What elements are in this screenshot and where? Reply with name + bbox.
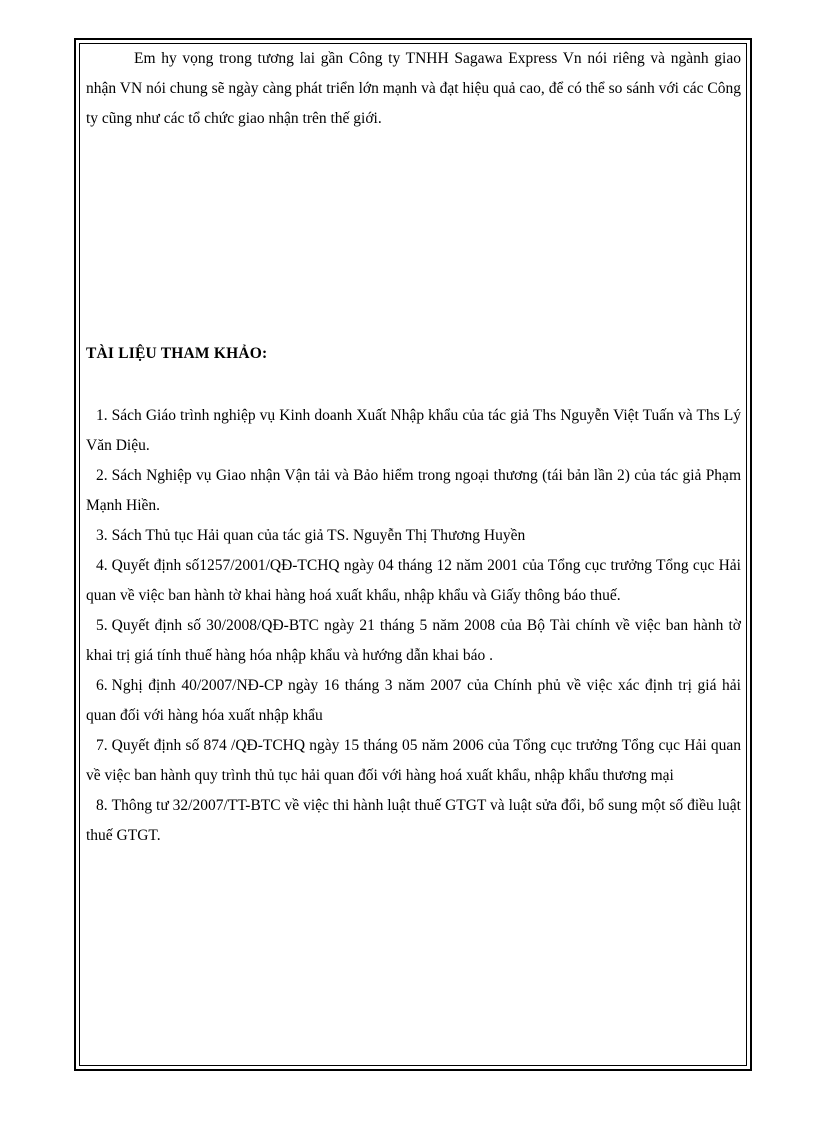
reference-number: 8. <box>96 797 108 814</box>
reference-item <box>86 671 741 731</box>
reference-item <box>86 401 741 461</box>
reference-text: Quyết định số 874 /QĐ-TCHQ ngày 15 tháng 05 năm 2006 của Tổng cục trưởng Tổng cục Hải quan về việc ban hành quy trình thủ tục hải quan đối với hàng hoá xuất khẩu, nhập khẩu thương mại <box>86 737 741 784</box>
reference-text: Thông tư 32/2007/TT-BTC về việc thi hành luật thuế GTGT và luật sửa đổi, bổ sung một số điều luật thuế GTGT. <box>86 797 741 844</box>
reference-number: 3. <box>96 527 108 544</box>
reference-text: Sách Giáo trình nghiệp vụ Kinh doanh Xuất Nhập khẩu của tác giả Ths Nguyễn Việt Tuấn và Ths Lý Văn Diệu. <box>86 407 741 454</box>
reference-number: 1. <box>96 407 108 424</box>
reference-number: 2. <box>96 467 108 484</box>
reference-number: 6. <box>96 677 108 694</box>
reference-text: Sách Thủ tục Hải quan của tác giả TS. Nguyễn Thị Thương Huyền <box>111 527 526 544</box>
references-list <box>86 401 741 851</box>
reference-number: 7. <box>96 737 108 754</box>
reference-item <box>86 611 741 671</box>
reference-text: Quyết định số1257/2001/QĐ-TCHQ ngày 04 tháng 12 năm 2001 của Tổng cục trưởng Tổng cục Hải quan về việc ban hành tờ khai hàng hoá xuất khẩu, nhập khẩu và Giấy thông báo thuế. <box>86 557 741 604</box>
reference-item <box>86 551 741 611</box>
reference-item <box>86 731 741 791</box>
intro-paragraph: Em hy vọng trong tương lai gần Công ty TNHH Sagawa Express Vn nói riêng và ngành giao nhận VN nói chung sẽ ngày càng phát triển lớn mạnh và đạt hiệu quả cao, để có thể so sánh với các Công ty cũng như các tổ chức giao nhận trên thế giới. <box>86 50 741 127</box>
reference-item <box>86 791 741 851</box>
references-heading: TÀI LIỆU THAM KHẢO: <box>86 345 268 362</box>
reference-text: Quyết định số 30/2008/QĐ-BTC ngày 21 tháng 5 năm 2008 của Bộ Tài chính về việc ban hành tờ khai trị giá tính thuế hàng hóa nhập khẩu và hướng dẫn khai báo . <box>86 617 741 664</box>
reference-number: 5. <box>96 617 108 634</box>
reference-item <box>86 461 741 521</box>
reference-text: Nghị định 40/2007/NĐ-CP ngày 16 tháng 3 năm 2007 của Chính phủ về việc xác định trị giá hải quan đối với hàng hóa xuất nhập khẩu <box>86 677 741 724</box>
reference-text: Sách Nghiệp vụ Giao nhận Vận tải và Bảo hiểm trong ngoại thương (tái bản lần 2) của tác giả Phạm Mạnh Hiền. <box>86 467 741 514</box>
intro-section <box>86 44 741 134</box>
reference-item <box>86 521 741 551</box>
reference-number: 4. <box>96 557 108 574</box>
